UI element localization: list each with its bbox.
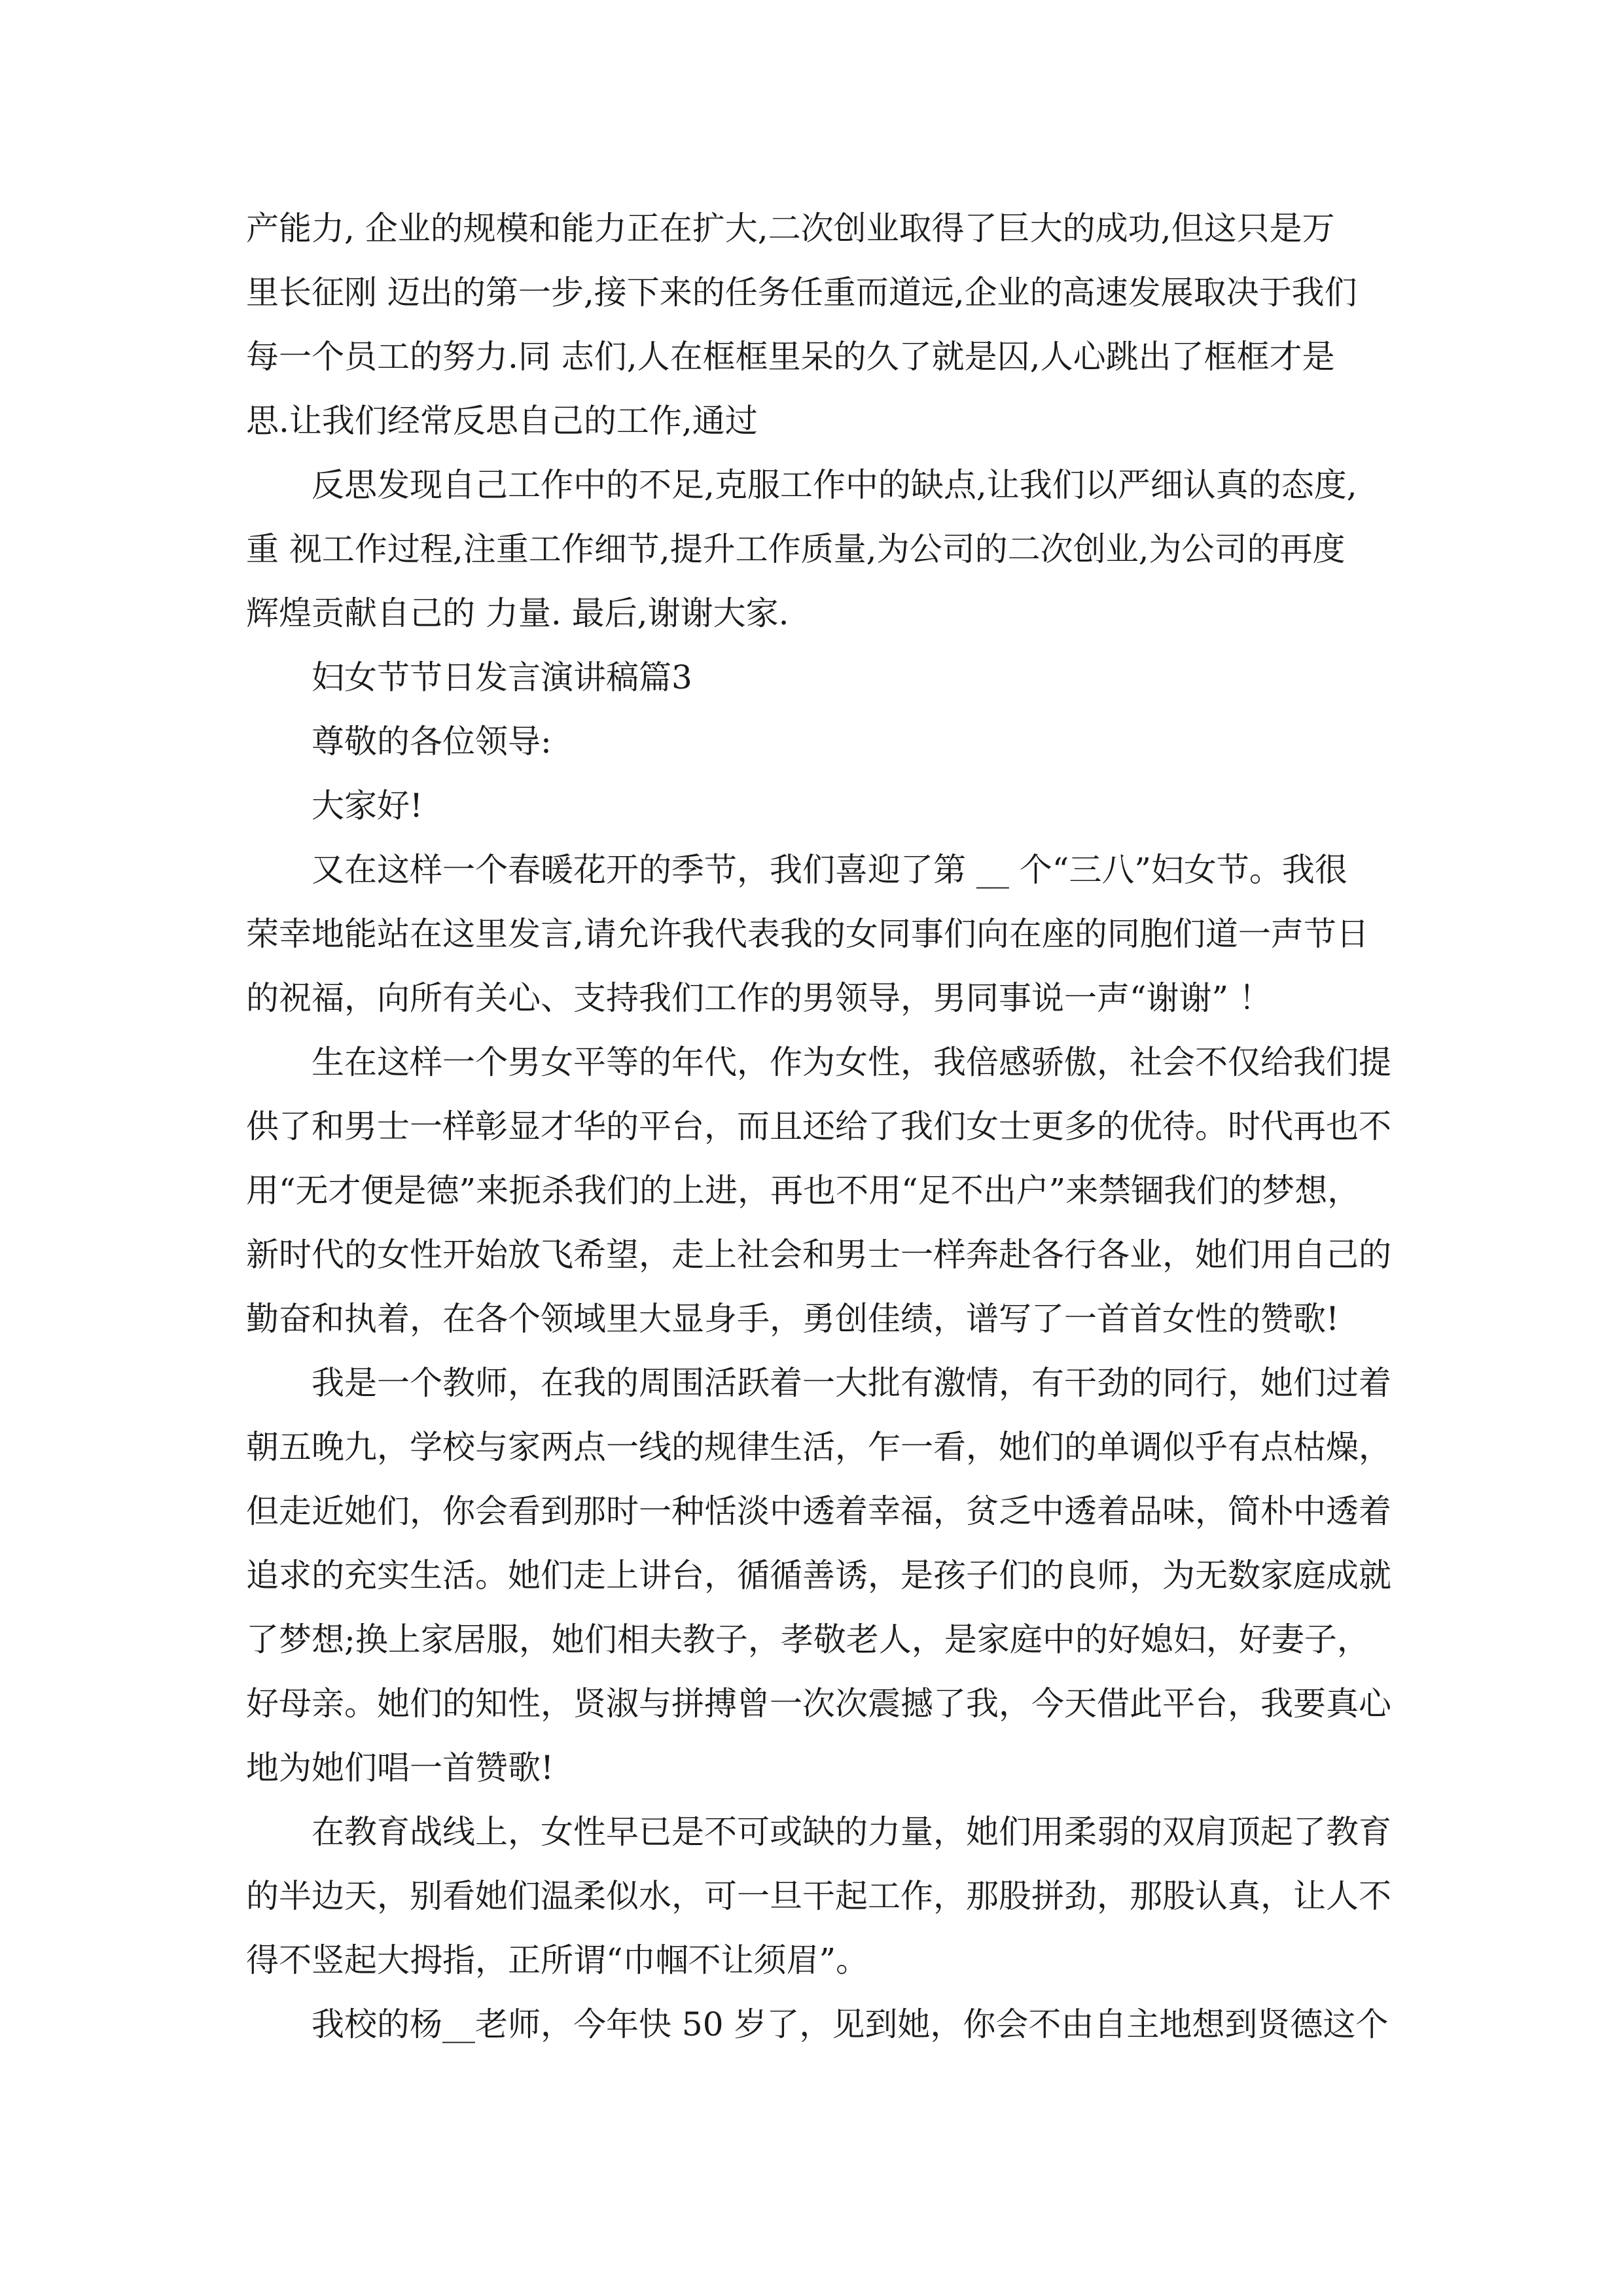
text-line: 的半边天，别看她们温柔似水，可一旦干起工作，那股拼劲，那股认真，让人不 [246, 1877, 1391, 1915]
text-line: 大家好! [312, 787, 423, 825]
text-line: 我是一个教师，在我的周围活跃着一大批有激情，有干劲的同行，她们过着 [312, 1364, 1391, 1402]
text-line: 重 视工作过程,注重工作细节,提升工作质量,为公司的二次创业,为公司的再度 [246, 530, 1346, 568]
text-line: 生在这样一个男女平等的年代，作为女性，我倍感骄傲，社会不仅给我们提 [312, 1043, 1391, 1081]
text-line: 又在这样一个春暖花开的季节，我们喜迎了第 __ 个“三八”妇女节。我很 [312, 851, 1347, 889]
document-body [246, 196, 1391, 2056]
paragraph [246, 1030, 1391, 1351]
text-line: 了梦想;换上家居服，她们相夫教子，孝敬老人，是家庭中的好媳妇，好妻子， [246, 1621, 1370, 1659]
paragraph [246, 838, 1385, 1030]
paragraph [246, 1351, 1391, 1800]
text-line: 思.让我们经常反思自己的工作,通过 [246, 402, 758, 440]
paragraph [246, 709, 1385, 774]
text-line: 在教育战线上，女性早已是不可或缺的力量，她们用柔弱的双肩顶起了教育 [312, 1813, 1391, 1851]
text-line: 我校的杨__老师，今年快 50 岁了，见到她，你会不由自主地想到贤德这个 [312, 2005, 1389, 2043]
text-line: 每一个员工的努力.同 志们,人在框框里呆的久了就是囚,人心跳出了框框才是 [246, 338, 1335, 376]
paragraph [246, 453, 1385, 645]
text-line: 妇女节节日发言演讲稿篇3 [312, 658, 692, 696]
text-line: 辉煌贡献自己的 力量. 最后,谢谢大家. [246, 594, 789, 632]
text-line: 用“无才便是德”来扼杀我们的上进，再也不用“足不出户”来禁锢我们的梦想， [246, 1172, 1361, 1210]
text-line: 地为她们唱一首赞歌! [246, 1749, 554, 1787]
text-line: 的祝福，向所有关心、支持我们工作的男领导，男同事说一声“谢谢” ！ [246, 979, 1272, 1017]
paragraph [246, 645, 1385, 709]
paragraph [246, 774, 1385, 838]
text-line: 里长征刚 迈出的第一步,接下来的任务任重而道远,企业的高速发展取决于我们 [246, 274, 1357, 312]
paragraph [246, 1800, 1391, 1992]
text-line: 供了和男士一样彰显才华的平台，而且还给了我们女士更多的优待。时代再也不 [246, 1107, 1391, 1145]
text-line: 好母亲。她们的知性，贤淑与拼搏曾一次次震撼了我，今天借此平台，我要真心 [246, 1685, 1391, 1723]
text-line: 尊敬的各位领导: [312, 723, 552, 761]
text-line: 但走近她们，你会看到那时一种恬淡中透着幸福，贫乏中透着品味，简朴中透着 [246, 1492, 1391, 1530]
text-line: 得不竖起大拇指，正所谓“巾帼不让须眉”。 [246, 1941, 869, 1979]
text-line: 产能力, 企业的规模和能力正在扩大,二次创业取得了巨大的成功,但这只是万 [246, 209, 1335, 247]
text-line: 反思发现自己工作中的不足,克服工作中的缺点,让我们以严细认真的态度, [312, 466, 1357, 504]
text-line: 追求的充实生活。她们走上讲台，循循善诱，是孩子们的良师，为无数家庭成就 [246, 1556, 1391, 1594]
text-line: 新时代的女性开始放飞希望，走上社会和男士一样奔赴各行各业，她们用自己的 [246, 1236, 1391, 1274]
text-line: 朝五晚九，学校与家两点一线的规律生活，乍一看，她们的单调似乎有点枯燥， [246, 1428, 1391, 1466]
text-line: 勤奋和执着，在各个领域里大显身手，勇创佳绩，谱写了一首首女性的赞歌! [246, 1300, 1340, 1338]
text-line: 荣幸地能站在这里发言,请允许我代表我的女同事们向在座的同胞们道一声节日 [246, 915, 1369, 953]
paragraph [246, 196, 1385, 453]
paragraph [246, 1992, 1389, 2056]
